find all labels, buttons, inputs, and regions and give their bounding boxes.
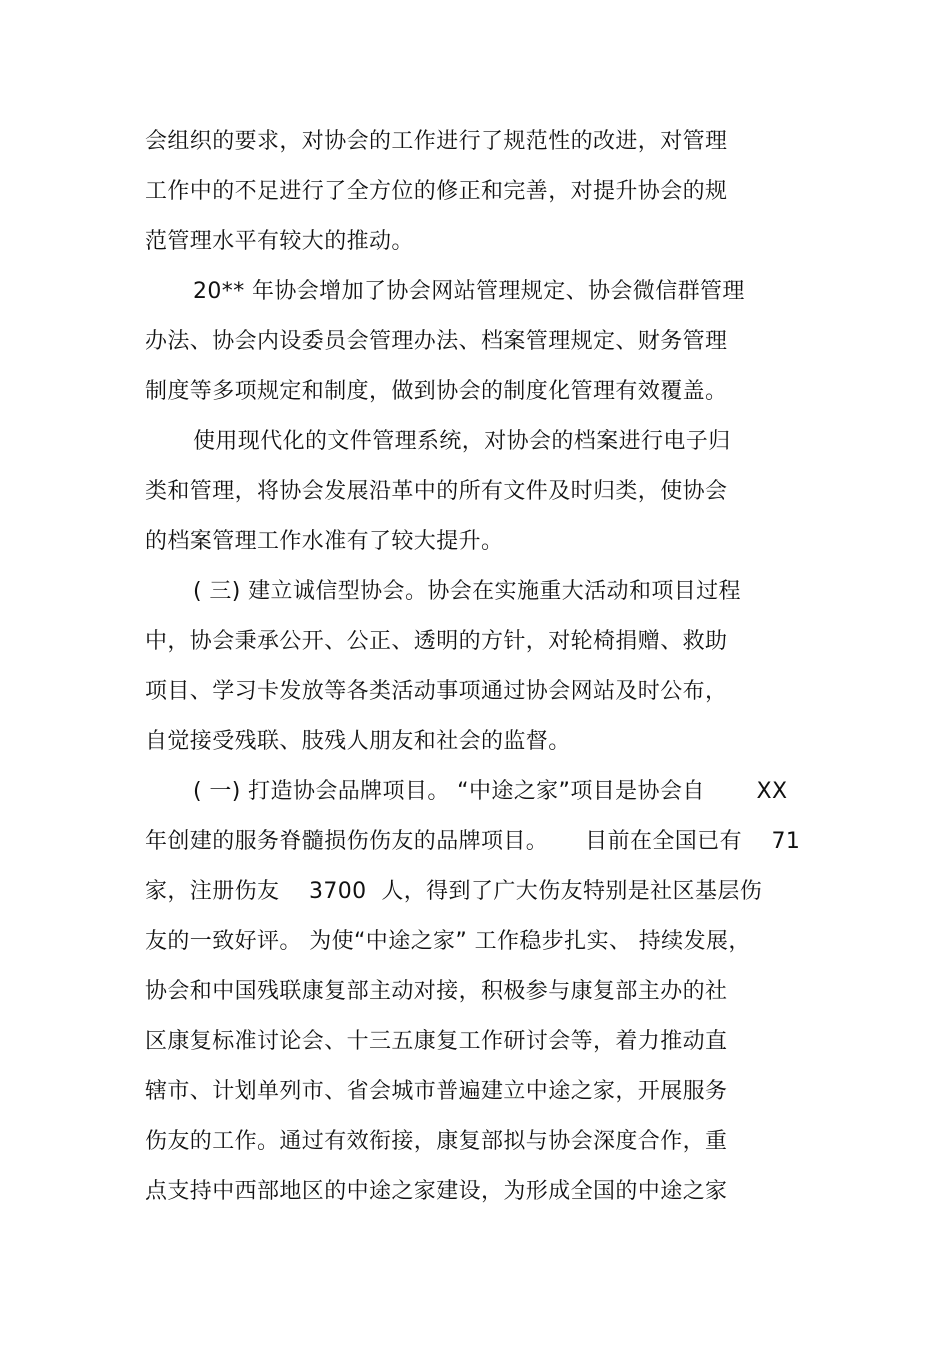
text-line: 点支持中西部地区的中途之家建设，为形成全国的中途之家 <box>145 1179 728 1204</box>
text-line: 中，协会秉承公开、公正、透明的方针，对轮椅捐赠、救助 <box>145 629 728 654</box>
section-heading-line: ( 三) 建立诚信型协会。协会在实施重大活动和项目过程 <box>193 579 741 604</box>
text-line: 范管理水平有较大的推动。 <box>145 229 414 254</box>
text-line: 办法、协会内设委员会管理办法、档案管理规定、财务管理 <box>145 329 728 354</box>
text-line: 友的一致好评。 为使“中途之家” 工作稳步扎实、 持续发展， <box>145 929 751 954</box>
text-line: 自觉接受残联、肢残人朋友和社会的监督。 <box>145 729 571 754</box>
text-line: 辖市、计划单列市、省会城市普遍建立中途之家，开展服务 <box>145 1079 728 1104</box>
text-line: 年创建的服务脊髓损伤伤友的品牌项目。 目前在全国已有 71 <box>145 829 801 854</box>
text-line: 项目、学习卡发放等各类活动事项通过协会网站及时公布， <box>145 679 728 704</box>
paragraph-first-line: 20** 年协会增加了协会网站管理规定、协会微信群管理 <box>193 279 745 304</box>
text-line: 家，注册伤友 3700 人，得到了广大伤友特别是社区基层伤 <box>145 879 763 904</box>
text-line: 伤友的工作。通过有效衔接，康复部拟与协会深度合作，重 <box>145 1129 728 1154</box>
text-line: 工作中的不足进行了全方位的修正和完善，对提升协会的规 <box>145 179 728 204</box>
text-line: 制度等多项规定和制度，做到协会的制度化管理有效覆盖。 <box>145 379 728 404</box>
text-line: 类和管理，将协会发展沿革中的所有文件及时归类，使协会 <box>145 479 728 504</box>
text-line: 会组织的要求，对协会的工作进行了规范性的改进，对管理 <box>145 129 728 154</box>
section-heading-line: ( 一) 打造协会品牌项目。 “中途之家”项目是协会自 XX <box>193 779 788 804</box>
text-line: 协会和中国残联康复部主动对接，积极参与康复部主办的社 <box>145 979 728 1004</box>
text-line: 的档案管理工作水准有了较大提升。 <box>145 529 504 554</box>
paragraph-first-line: 使用现代化的文件管理系统，对协会的档案进行电子归 <box>193 429 731 454</box>
text-line: 区康复标准讨论会、十三五康复工作研讨会等，着力推动直 <box>145 1029 728 1054</box>
